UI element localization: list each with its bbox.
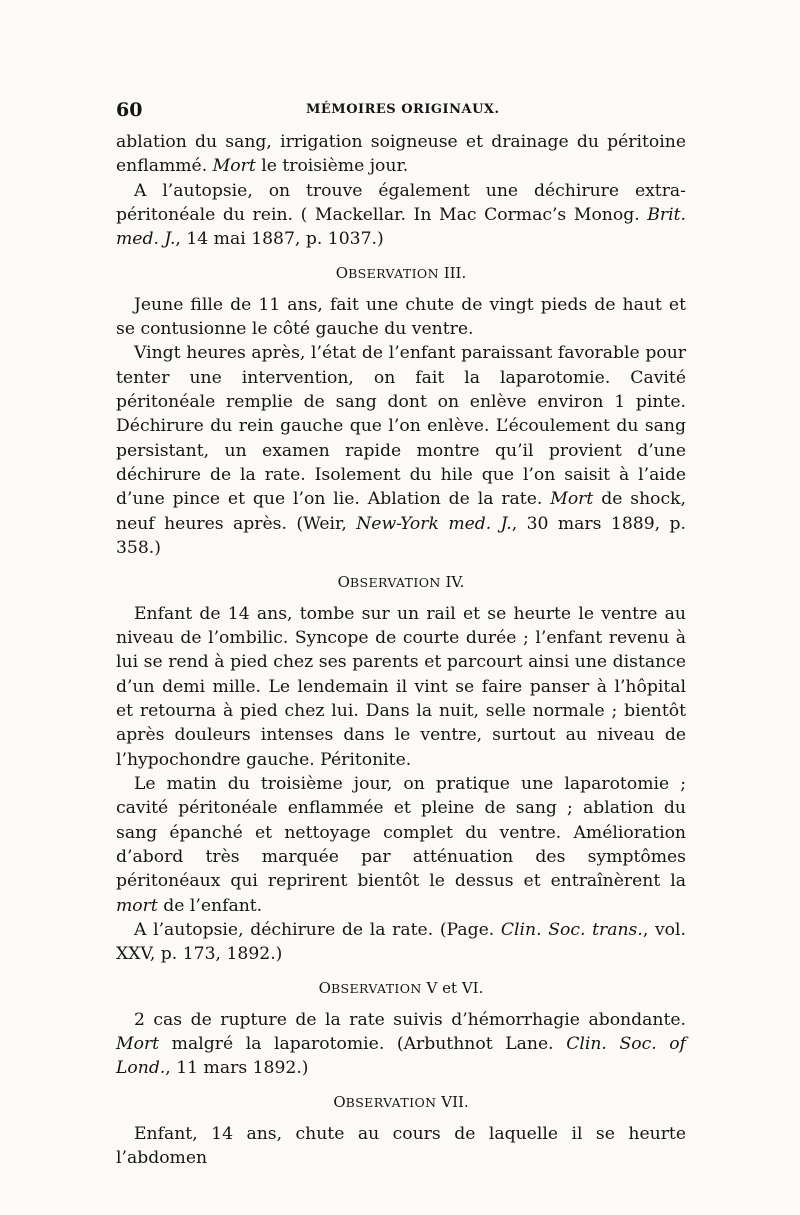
- citation-journal: Brit. med. J.: [116, 205, 686, 250]
- outcome-text: mort: [116, 895, 158, 916]
- paragraph-case-v-vi: 2 cas de rupture de la rate suivis d’hémorrhagie abondante. Mort malgré la laparotomie. (Arbuthnot Lane. Clin. Soc. of Lond., 11 mars 1892.): [116, 1009, 686, 1079]
- page-header: [116, 99, 686, 125]
- paragraph-operation-iii: Vingt heures après, l’état de l’enfant paraissant favorable pour tenter une intervention, on fait la laparotomie. Cavité péritonéale remplie de sang dont on enlève environ 1 pinte. Déchirure du rein gauche que l’on enlève. L’écoulement du sang persistant, un examen rapide montre qu’il provient d’une déchirure de la rate. Isolement du hile que l’on saisit à l’aide d’une pince et que l’on lie. Ablation de la rate. Mort de shock, neuf heures après. (Weir, New-York med. J., 30 mars 1889, p. 358.): [116, 343, 686, 559]
- observation-heading-iv: OBSERVATION IV.: [337, 572, 465, 591]
- citation-journal: New-York med. J.: [356, 513, 512, 534]
- page-number: 60: [116, 99, 143, 121]
- outcome-text: Mort: [550, 489, 594, 510]
- paragraph-case-iv: Enfant de 14 ans, tombe sur un rail et se heurte le ventre au niveau de l’ombilic. Syncope de courte durée ; l’enfant revenu à lui se rend à pied chez ses parents et parcourt ainsi une distance d’un demi mille. Le lendemain il vint se faire panser à l’hôpital et retourna à pied chez lui. Dans la nuit, selle normale ; bientôt après douleurs intenses dans le ventre, surtout au niveau de l’hypochondre gauche. Péritonite.: [116, 603, 686, 770]
- paragraph-autopsy-iv: A l’autopsie, déchirure de la rate. (Page. Clin. Soc. trans., vol. XXV, p. 173, 1892.): [116, 919, 686, 965]
- citation-journal: Clin. Soc. trans.: [500, 919, 643, 940]
- observation-heading-v-vi: OBSERVATION V et VI.: [318, 978, 484, 997]
- observation-heading-iii: OBSERVATION III.: [335, 263, 467, 282]
- citation-journal: Clin. Soc. of Lond.: [116, 1034, 686, 1079]
- outcome-text: Mort: [212, 156, 256, 177]
- paragraph-case-iii: Jeune fille de 11 ans, fait une chute de vingt pieds de haut et se contusionne le côté gauche du ventre.: [116, 294, 686, 340]
- paragraph-case-vii: Enfant, 14 ans, chute au cours de laquelle il se heurte l’abdomen: [116, 1123, 686, 1169]
- page-body: [116, 130, 686, 1170]
- observation-heading-vii: OBSERVATION VII.: [333, 1092, 469, 1111]
- outcome-text: Mort: [116, 1034, 160, 1054]
- paragraph-operation-iv: Le matin du troisième jour, on pratique une laparotomie ; cavité péritonéale enflammée et pleine de sang ; ablation du sang épanché et nettoyage complet du ventre. Amélioration d’abord très marquée par atténuation des symptômes péritonéaux qui reprirent bientôt le dessus et entraînèrent la mort de l’enfant.: [116, 773, 686, 916]
- paragraph-continued: ablation du sang, irrigation soigneuse et drainage du péritoine enflammé. Mort le troisième jour.: [116, 132, 686, 177]
- running-title: MÉMOIRES ORIGINAUX.: [306, 102, 500, 117]
- paragraph-autopsy: A l’autopsie, on trouve également une déchirure extra-péritonéale du rein. ( Mackellar. In Mac Cormac’s Monog. Brit. med. J., 14 mai 1887, p. 1037.): [116, 180, 686, 250]
